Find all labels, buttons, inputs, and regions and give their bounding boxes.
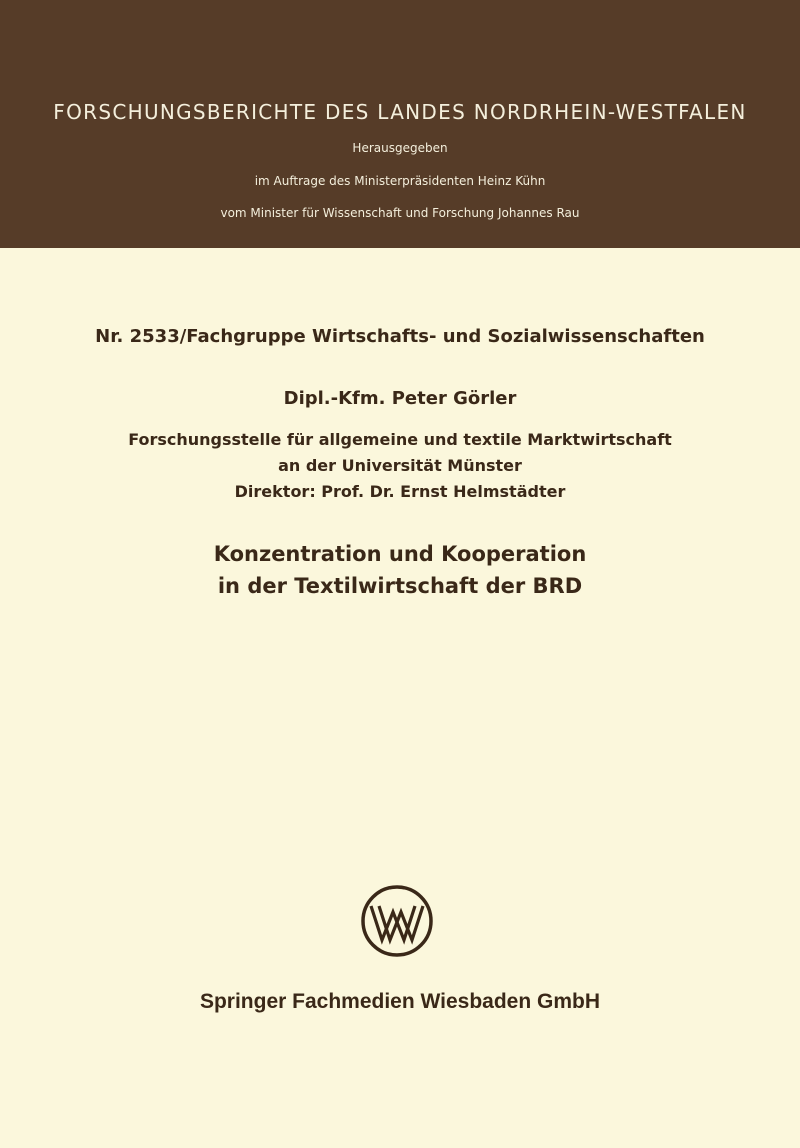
springer-vs-logo-icon: [358, 882, 436, 960]
book-title-line-1: Konzentration und Kooperation: [213, 542, 587, 566]
author-name: Dipl.-Kfm. Peter Görler: [283, 388, 517, 409]
header-band: [0, 0, 800, 248]
series-title: FORSCHUNGSBERICHTE DES LANDES NORDRHEIN-WESTFALEN: [53, 100, 747, 124]
university-line: an der Universität Münster: [278, 456, 522, 475]
commissioned-by-line: im Auftrage des Ministerpräsidenten Heinz Kühn: [254, 174, 546, 188]
editor-line: Herausgegeben: [352, 141, 448, 155]
publisher-name: Springer Fachmedien Wiesbaden GmbH: [199, 990, 601, 1013]
book-title-line-2: in der Textilwirtschaft der BRD: [217, 574, 583, 598]
report-number: Nr. 2533/Fachgruppe Wirtschafts- und Sozialwissenschaften: [95, 326, 705, 347]
director-line: Direktor: Prof. Dr. Ernst Helmstädter: [234, 482, 566, 501]
minister-line: vom Minister für Wissenschaft und Forschung Johannes Rau: [220, 206, 580, 220]
institute-line: Forschungsstelle für allgemeine und textile Marktwirtschaft: [128, 430, 672, 449]
